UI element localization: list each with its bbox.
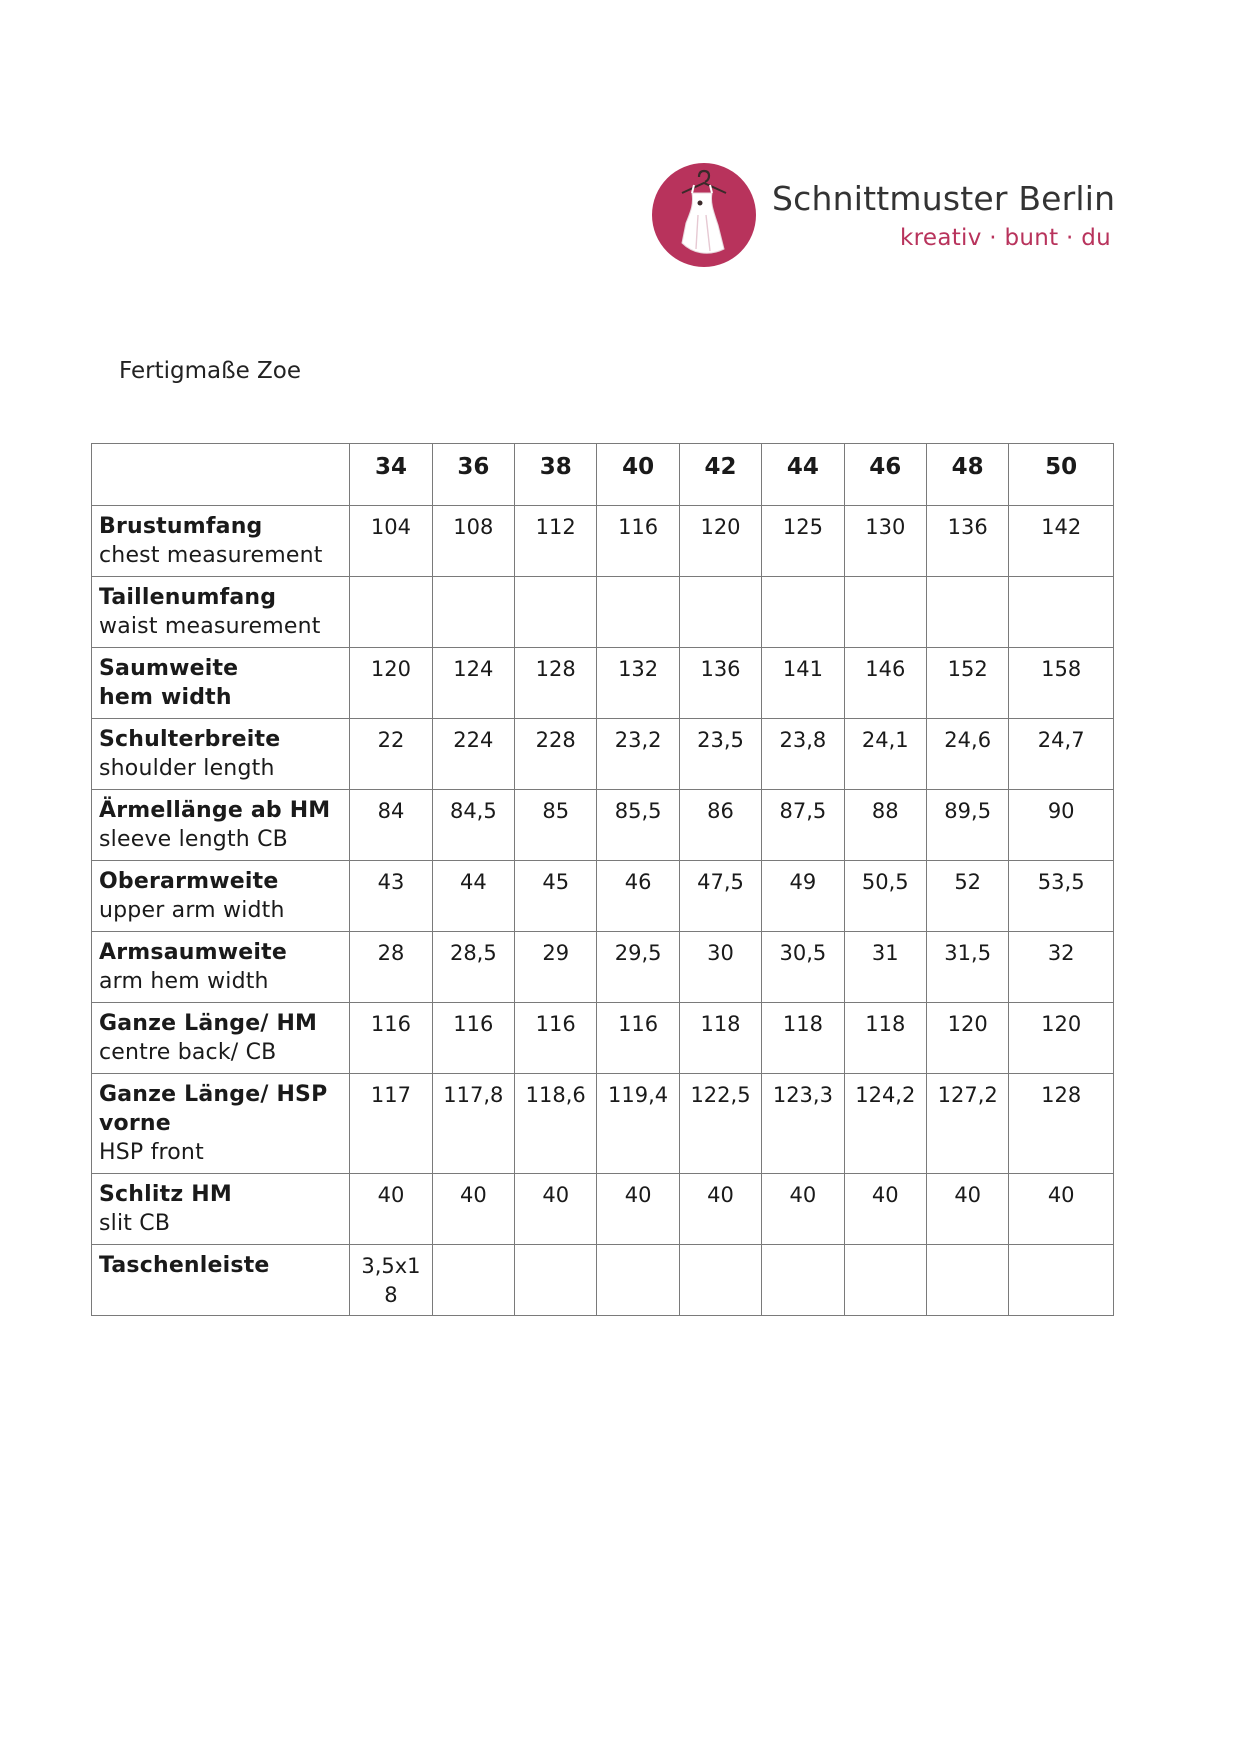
measurement-cell: 84 [350,790,432,861]
brand-name: Schnittmuster Berlin [772,179,1116,218]
measurement-cell: 86 [679,790,761,861]
table-row [92,1245,1114,1316]
row-label-cell [92,506,350,577]
row-label-english: centre back/ CB [99,1040,277,1065]
row-label-english: hem width [99,685,232,710]
measurement-cell: 141 [762,648,844,719]
row-label-english: arm hem width [99,969,269,994]
measurement-cell: 49 [762,861,844,932]
size-header: 48 [926,444,1008,506]
row-label-english: chest measurement [99,543,323,568]
table-row [92,790,1114,861]
measurement-cell [1009,577,1114,648]
measurement-cell [515,1245,597,1316]
row-label-english: shoulder length [99,756,275,781]
measurement-cell: 122,5 [679,1074,761,1174]
measurement-cell: 29,5 [597,932,679,1003]
measurement-cell: 40 [1009,1174,1114,1245]
measurement-cell: 120 [350,648,432,719]
measurement-table [91,443,1114,1316]
row-label-cell [92,1245,350,1316]
row-label-german: Schulterbreite [99,727,281,752]
measurement-cell: 120 [926,1003,1008,1074]
measurement-cell: 132 [597,648,679,719]
size-header: 36 [432,444,514,506]
corner-cell [92,444,350,506]
measurement-cell: 40 [679,1174,761,1245]
measurement-cell: 23,2 [597,719,679,790]
row-label-cell [92,1074,350,1174]
measurement-cell: 40 [844,1174,926,1245]
measurement-cell: 136 [679,648,761,719]
row-label-cell [92,861,350,932]
measurement-cell: 120 [679,506,761,577]
measurement-cell [597,577,679,648]
measurement-cell: 116 [432,1003,514,1074]
measurement-cell: 32 [1009,932,1114,1003]
measurement-cell: 84,5 [432,790,514,861]
measurement-cell: 146 [844,648,926,719]
measurement-cell: 31,5 [926,932,1008,1003]
row-label-english: upper arm width [99,898,285,923]
row-label-german: Armsaumweite [99,940,287,965]
measurement-cell: 40 [597,1174,679,1245]
size-header: 34 [350,444,432,506]
measurement-cell: 89,5 [926,790,1008,861]
measurement-cell: 116 [515,1003,597,1074]
measurement-cell: 43 [350,861,432,932]
measurement-cell: 45 [515,861,597,932]
measurement-cell: 117 [350,1074,432,1174]
measurement-cell: 23,5 [679,719,761,790]
row-label-english: waist measurement [99,614,321,639]
measurement-cell: 142 [1009,506,1114,577]
measurement-cell: 118 [679,1003,761,1074]
row-label-german: Ganze Länge/ HSP vorne [99,1082,328,1136]
measurement-cell: 118 [844,1003,926,1074]
row-label-cell [92,1174,350,1245]
table-row [92,1074,1114,1174]
measurement-cell [926,1245,1008,1316]
measurement-cell: 85,5 [597,790,679,861]
measurement-cell: 158 [1009,648,1114,719]
row-label-cell [92,790,350,861]
measurement-cell: 228 [515,719,597,790]
measurement-cell: 40 [515,1174,597,1245]
measurement-cell: 119,4 [597,1074,679,1174]
measurement-cell: 24,7 [1009,719,1114,790]
row-label-german: Ärmellänge ab HM [99,798,331,823]
measurement-cell: 128 [515,648,597,719]
measurement-cell [597,1245,679,1316]
measurement-cell: 40 [432,1174,514,1245]
table-row [92,932,1114,1003]
measurement-cell [1009,1245,1114,1316]
measurement-cell: 85 [515,790,597,861]
measurement-cell: 22 [350,719,432,790]
measurement-cell: 30 [679,932,761,1003]
measurement-cell: 23,8 [762,719,844,790]
row-label-german: Ganze Länge/ HM [99,1011,318,1036]
logo-badge [652,163,756,267]
size-header: 44 [762,444,844,506]
row-label-english: HSP front [99,1140,204,1165]
table-row [92,861,1114,932]
row-label-german: Taillenumfang [99,585,277,610]
measurement-cell: 108 [432,506,514,577]
row-label-cell [92,932,350,1003]
measurement-cell: 118,6 [515,1074,597,1174]
measurement-cell: 130 [844,506,926,577]
size-header: 40 [597,444,679,506]
row-label-german: Saumweite [99,656,239,681]
size-header: 50 [1009,444,1114,506]
row-label-cell [92,719,350,790]
brand-logo [652,163,1116,273]
size-header: 38 [515,444,597,506]
measurement-cell: 47,5 [679,861,761,932]
measurement-cell: 120 [1009,1003,1114,1074]
measurement-cell [926,577,1008,648]
measurement-cell: 152 [926,648,1008,719]
measurement-cell: 53,5 [1009,861,1114,932]
measurement-cell [844,577,926,648]
measurement-cell: 28,5 [432,932,514,1003]
measurement-cell [432,1245,514,1316]
measurement-cell [679,1245,761,1316]
measurement-cell: 40 [762,1174,844,1245]
row-label-german: Oberarmweite [99,869,279,894]
measurement-cell: 44 [432,861,514,932]
table-row [92,506,1114,577]
measurement-cell: 112 [515,506,597,577]
measurement-cell: 117,8 [432,1074,514,1174]
measurement-cell: 87,5 [762,790,844,861]
measurement-cell: 52 [926,861,1008,932]
measurement-cell: 50,5 [844,861,926,932]
measurement-cell: 123,3 [762,1074,844,1174]
measurement-cell: 29 [515,932,597,1003]
measurement-cell: 116 [597,1003,679,1074]
row-label-cell [92,1003,350,1074]
measurement-cell: 24,1 [844,719,926,790]
measurement-cell: 24,6 [926,719,1008,790]
measurement-cell: 28 [350,932,432,1003]
table-row [92,577,1114,648]
row-label-cell [92,577,350,648]
table-row [92,1174,1114,1245]
measurement-cell: 118 [762,1003,844,1074]
measurement-cell [515,577,597,648]
page-title: Fertigmaße Zoe [119,358,302,384]
measurement-cell: 136 [926,506,1008,577]
row-label-english: slit CB [99,1211,171,1236]
measurement-cell: 224 [432,719,514,790]
measurement-cell: 88 [844,790,926,861]
measurement-cell: 30,5 [762,932,844,1003]
measurement-cell: 3,5x18 [350,1245,432,1316]
measurement-cell: 46 [597,861,679,932]
brand-tagline: kreativ · bunt · du [900,225,1112,251]
row-label-german: Brustumfang [99,514,263,539]
size-header-row [92,444,1114,506]
row-label-english: sleeve length CB [99,827,288,852]
measurement-cell: 124,2 [844,1074,926,1174]
measurement-cell: 104 [350,506,432,577]
measurement-cell: 116 [597,506,679,577]
table-row [92,648,1114,719]
measurement-cell: 31 [844,932,926,1003]
measurement-cell: 127,2 [926,1074,1008,1174]
row-label-german: Schlitz HM [99,1182,232,1207]
measurement-cell [432,577,514,648]
measurement-cell [350,577,432,648]
measurement-cell: 128 [1009,1074,1114,1174]
row-label-cell [92,648,350,719]
table-row [92,719,1114,790]
measurement-cell: 125 [762,506,844,577]
measurement-cell: 124 [432,648,514,719]
row-label-german: Taschenleiste [99,1253,270,1278]
size-header: 46 [844,444,926,506]
measurement-cell [679,577,761,648]
measurement-cell [762,577,844,648]
measurement-cell: 116 [350,1003,432,1074]
measurement-cell: 90 [1009,790,1114,861]
measurement-cell [762,1245,844,1316]
measurement-cell: 40 [926,1174,1008,1245]
table-row [92,1003,1114,1074]
measurement-cell: 40 [350,1174,432,1245]
measurement-cell [844,1245,926,1316]
size-header: 42 [679,444,761,506]
dress-on-hanger-icon [652,163,756,267]
